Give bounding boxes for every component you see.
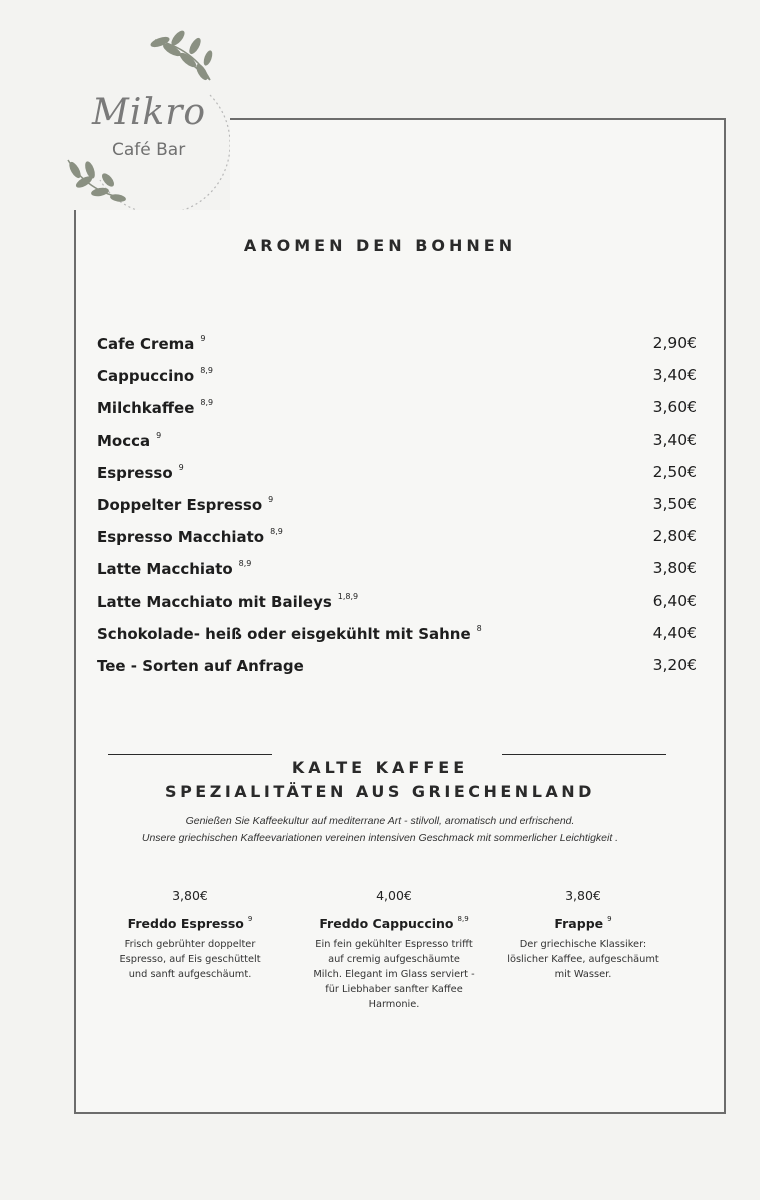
menu-item xyxy=(97,652,697,684)
item-price: 3,60€ xyxy=(652,398,697,417)
menu-item xyxy=(97,427,697,459)
item-price: 3,20€ xyxy=(652,655,697,674)
item-price: 4,40€ xyxy=(652,623,697,642)
item-name: Schokolade- heiß oder eisgekühlt mit Sahne $^8$ xyxy=(97,623,482,643)
logo-name: Mikro xyxy=(92,92,207,133)
allergen-note: 8 xyxy=(476,623,482,633)
section-subtitle-cold: SPEZIALITÄTEN AUS GRIECHENLAND xyxy=(165,782,595,801)
hot-drinks-list xyxy=(97,330,697,684)
item-name: Espresso Macchiato $^{8,9}$ xyxy=(97,527,283,547)
cold-item-name: Freddo Cappuccino $^{8,9}$ xyxy=(319,915,469,931)
item-price: 2,80€ xyxy=(652,527,697,546)
divider-right xyxy=(502,754,666,755)
cold-item-frappe xyxy=(483,888,683,982)
menu-item xyxy=(97,459,697,491)
cold-item-price: 4,00€ xyxy=(376,888,412,903)
logo xyxy=(60,20,230,210)
cold-item-price: 3,80€ xyxy=(565,888,601,903)
divider-left xyxy=(108,754,272,755)
menu-item xyxy=(97,523,697,555)
menu-item xyxy=(97,362,697,394)
menu-item xyxy=(97,330,697,362)
menu-item xyxy=(97,620,697,652)
allergen-note: 8,9 xyxy=(200,398,214,408)
item-name: Latte Macchiato mit Baileys $^{1,8,9}$ xyxy=(97,591,359,611)
item-name: Latte Macchiato $^{8,9}$ xyxy=(97,559,252,579)
cold-item-freddo-cappuccino xyxy=(294,888,494,1012)
allergen-note: 9 xyxy=(178,462,184,472)
allergen-note: 9 xyxy=(268,494,274,504)
allergen-note: 9 xyxy=(200,334,206,343)
cold-item-description: Der griechische Klassiker: löslicher Kaffee, aufgeschäumt mit Wasser. xyxy=(507,939,659,980)
cold-item-freddo-espresso xyxy=(90,888,290,982)
logo-subtitle: Café Bar xyxy=(112,140,186,160)
item-name: Mocca $^9$ xyxy=(97,430,162,450)
section-title-cold: KALTE KAFFEE xyxy=(291,758,469,777)
item-name: Doppelter Espresso $^9$ xyxy=(97,494,274,514)
allergen-note: 9 xyxy=(156,430,162,440)
item-name: Cappuccino $^{8,9}$ xyxy=(97,366,213,386)
item-price: 6,40€ xyxy=(652,591,697,610)
item-price: 3,50€ xyxy=(652,494,697,513)
item-name: Espresso $^9$ xyxy=(97,462,184,482)
allergen-note: 1,8,9 xyxy=(337,591,359,601)
allergen-note: 8,9 xyxy=(457,915,469,923)
item-name: Milchkaffee $^{8,9}$ xyxy=(97,398,214,418)
cold-item-description: Ein fein gekühlter Espresso trifft auf cremig aufgeschäumte Milch. Elegant im Glass serviert - für Liebhaber sanfter Kaffee Harmonie. xyxy=(313,939,475,1010)
menu-item xyxy=(97,588,697,620)
section-title-hot: AROMEN DEN BOHNEN xyxy=(243,236,517,255)
allergen-note: 8,9 xyxy=(238,559,252,569)
allergen-note: 8,9 xyxy=(270,527,283,537)
item-name: Tee - Sorten auf Anfrage xyxy=(97,656,304,675)
intro-line-2: Unsere griechischen Kaffeevariationen vereinen intensiven Geschmack mit sommerlicher Leichtigkeit . xyxy=(141,832,619,844)
cold-item-name: Freddo Espresso $^9$ xyxy=(127,915,253,931)
cold-item-name: Frappe $^9$ xyxy=(554,915,612,931)
item-price: 3,40€ xyxy=(652,366,697,385)
item-price: 3,40€ xyxy=(652,430,697,449)
menu-item xyxy=(97,394,697,426)
item-name: Cafe Crema $^9$ xyxy=(97,334,206,353)
intro-line-1: Genießen Sie Kaffeekultur auf mediterrane Art - stilvoll, aromatisch und erfrischend. xyxy=(185,815,575,827)
item-price: 2,50€ xyxy=(652,462,697,481)
cold-item-price: 3,80€ xyxy=(172,888,208,903)
item-price: 2,90€ xyxy=(652,334,697,352)
menu-item xyxy=(97,491,697,523)
allergen-note: 8,9 xyxy=(200,366,213,376)
item-price: 3,80€ xyxy=(652,559,697,578)
menu-item xyxy=(97,555,697,587)
allergen-note: 9 xyxy=(607,915,612,923)
cold-item-description: Frisch gebrühter doppelter Espresso, auf Eis geschüttelt und sanft aufgeschäumt. xyxy=(119,939,261,980)
allergen-note: 9 xyxy=(247,915,253,923)
